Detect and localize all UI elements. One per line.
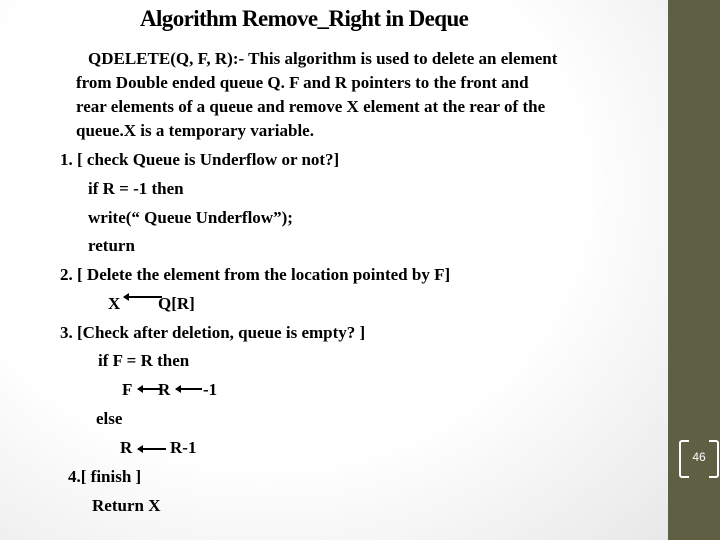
assign-arrow-4 — [138, 448, 166, 450]
step-1-write: write(“ Queue Underflow”); — [88, 208, 293, 227]
assign-x-target: X — [108, 294, 121, 313]
step-2-heading: 2. [ Delete the element from the location pointed by F] — [60, 265, 451, 284]
step-4-return: Return X — [92, 496, 161, 515]
page-number: 46 — [692, 450, 706, 464]
assign-arrow-3 — [176, 388, 202, 390]
assign-x-source: Q[R] — [158, 294, 195, 313]
step-1-return: return — [88, 236, 135, 255]
assign-r-middle: R — [158, 380, 171, 399]
page-title: Algorithm Remove_Right in Deque — [140, 6, 469, 31]
description-line-2: from Double ended queue Q. F and R pointers to the front and — [76, 73, 529, 92]
assign-r-target: R — [120, 438, 133, 457]
else-keyword: else — [96, 409, 123, 428]
assign-r-minus-one: R-1 — [170, 438, 197, 457]
assign-arrow-2 — [138, 388, 160, 390]
assign-minus-one: -1 — [203, 380, 218, 399]
step-1-heading: 1. [ check Queue is Underflow or not?] — [60, 150, 340, 169]
description-line-1: QDELETE(Q, F, R):- This algorithm is used to delete an element — [88, 49, 558, 68]
step-3-condition: if F = R then — [98, 351, 190, 370]
step-3-heading: 3. [Check after deletion, queue is empty? ] — [60, 323, 366, 342]
page-number-badge — [679, 440, 719, 476]
assign-arrow-1 — [124, 296, 162, 298]
step-1-condition: if R = -1 then — [88, 179, 184, 198]
description-line-4: queue.X is a temporary variable. — [76, 121, 314, 140]
step-4-heading: 4.[ finish ] — [68, 467, 142, 486]
description-line-3: rear elements of a queue and remove X element at the rear of the — [76, 97, 546, 116]
assign-f-target: F — [122, 380, 133, 399]
